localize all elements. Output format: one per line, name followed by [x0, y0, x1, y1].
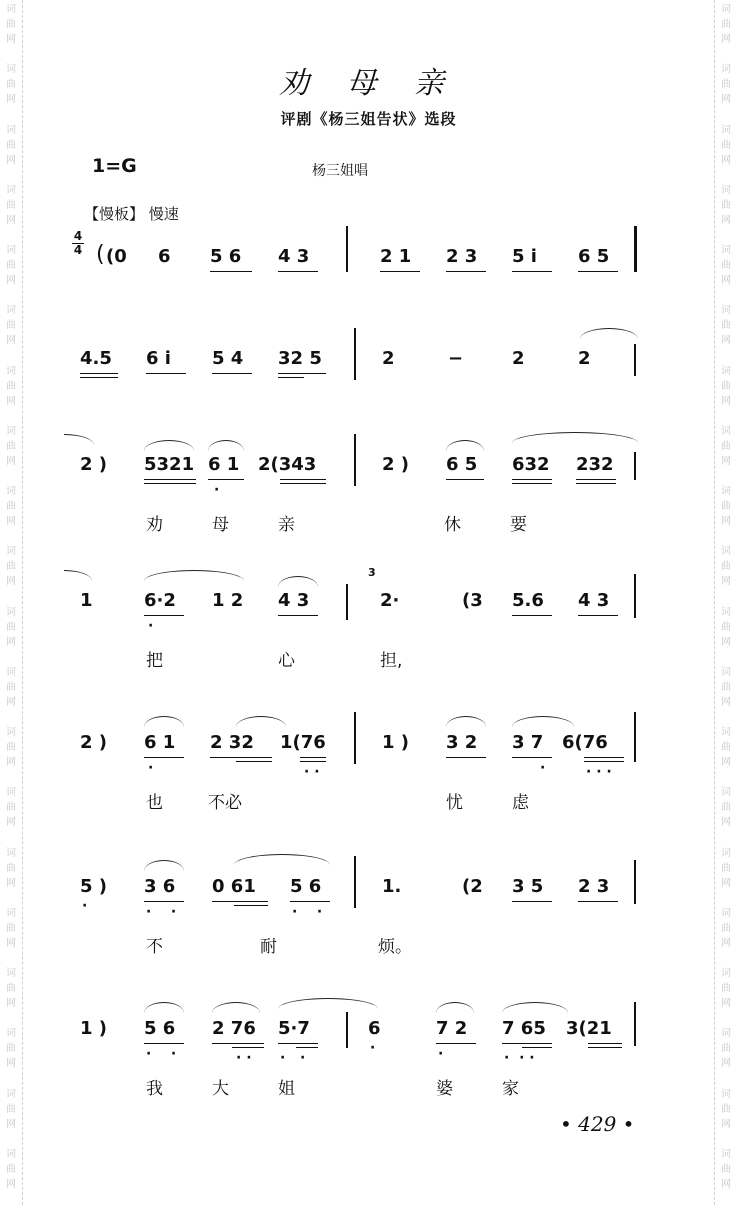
note: 1 ) [80, 1018, 108, 1039]
note: − [448, 348, 464, 369]
watermark-char: 网 [6, 395, 16, 407]
watermark-group [6, 121, 16, 181]
note: 4 3 [278, 246, 310, 267]
watermark-char: 网 [6, 214, 16, 226]
watermark-char: 词 [721, 425, 731, 437]
lyric: 亲 [278, 515, 295, 535]
watermark-char: 曲 [721, 1163, 731, 1175]
note: 5321 [144, 454, 195, 475]
watermark-group [721, 0, 731, 60]
watermark-char: 曲 [6, 862, 16, 874]
key-signature: 1=G [92, 155, 137, 177]
watermark-char: 网 [6, 576, 16, 588]
score-row-6: 5 ) · 3 6 · · 0 61 5 6 · · 1. (2 3 5 2 3 不 耐 烦。 [0, 874, 737, 964]
watermark-char: 词 [6, 245, 16, 256]
note: 6 i [146, 348, 171, 369]
note: (0 [106, 246, 127, 267]
watermark-char: 词 [721, 847, 731, 859]
watermark-char: 网 [6, 1118, 16, 1130]
watermark-char: 词 [721, 365, 731, 377]
note: 2 ) [382, 454, 410, 475]
watermark-char: 曲 [721, 742, 731, 753]
watermark-char: 网 [721, 455, 731, 467]
note: 1 [80, 590, 93, 611]
watermark-char: 网 [6, 455, 16, 467]
watermark-char: 网 [721, 937, 731, 949]
note: 2 76 [212, 1018, 256, 1039]
watermark-char: 词 [6, 124, 16, 136]
watermark-char: 词 [721, 787, 731, 799]
watermark-group [6, 0, 16, 60]
watermark-char: 曲 [721, 983, 731, 994]
note: 2 3 [578, 876, 610, 897]
tempo-marking: 【慢板】 慢速 [84, 205, 179, 223]
note: 7 2 [436, 1018, 468, 1039]
note: (3 [462, 590, 483, 611]
note: 1. [382, 876, 402, 897]
watermark-group [721, 1145, 731, 1205]
note: 6 1 [208, 454, 240, 475]
note: 4.5 [80, 348, 112, 369]
watermark-char: 曲 [6, 561, 16, 573]
watermark-char: 曲 [721, 199, 731, 211]
watermark-group [721, 121, 731, 181]
watermark-char: 词 [6, 1088, 16, 1100]
note-superscript: 3 [368, 566, 376, 579]
lyric: 家 [502, 1079, 519, 1099]
watermark-char: 曲 [6, 380, 16, 392]
watermark-char: 词 [6, 727, 16, 738]
watermark-char: 曲 [6, 1103, 16, 1115]
note: 5 ) [80, 876, 108, 897]
watermark-char: 网 [6, 757, 16, 768]
watermark-char: 网 [6, 877, 16, 889]
watermark-char: 词 [721, 305, 731, 317]
lyric: 忧 [446, 793, 463, 813]
score-row-5: 2 ) 6 1 · 2 32 1(76 · · 1 ) 3 2 3 7 · 6(76 · · · 也 不必 忧 虑 [0, 730, 737, 820]
watermark-char: 网 [6, 937, 16, 949]
note: 632 [512, 454, 550, 475]
watermark-char: 曲 [721, 440, 731, 452]
lyric: 要 [510, 515, 527, 535]
lyric: 心 [278, 651, 295, 671]
lyric: 母 [212, 515, 229, 535]
watermark-char: 曲 [721, 681, 731, 693]
watermark-char: 曲 [6, 1043, 16, 1055]
note: 4 3 [278, 590, 310, 611]
watermark-char: 词 [6, 907, 16, 919]
lyric: 烦。 [378, 937, 412, 957]
note: 3 2 [446, 732, 478, 753]
watermark-char: 词 [6, 64, 16, 76]
watermark-char: 词 [6, 606, 16, 618]
lyric: 担, [380, 651, 403, 671]
watermark-char: 曲 [6, 1163, 16, 1175]
watermark-char: 词 [6, 184, 16, 196]
watermark-char: 网 [721, 817, 731, 829]
watermark-char: 词 [721, 968, 731, 979]
page-number: • 429 • [560, 1112, 635, 1136]
watermark-char: 曲 [721, 1043, 731, 1055]
watermark-char: 网 [721, 998, 731, 1009]
watermark-char: 网 [721, 275, 731, 286]
note: 2 1 [380, 246, 412, 267]
watermark-char: 词 [721, 64, 731, 76]
time-signature-top: 4 [73, 229, 83, 243]
watermark-group [721, 181, 731, 241]
watermark-char: 网 [6, 335, 16, 347]
lyric: 婆 [436, 1079, 453, 1099]
watermark-char: 网 [6, 154, 16, 166]
note: 6(76 [562, 732, 608, 753]
lyric: 休 [444, 515, 461, 535]
time-signature-bottom: 4 [73, 243, 83, 257]
watermark-char: 网 [721, 636, 731, 648]
watermark-group [6, 181, 16, 241]
note: 3(21 [566, 1018, 612, 1039]
note: 2 [578, 348, 591, 369]
watermark-char: 曲 [6, 260, 16, 271]
note: 2 [382, 348, 395, 369]
score-row-1 [0, 244, 737, 334]
watermark-char: 网 [721, 696, 731, 708]
watermark-char: 网 [6, 636, 16, 648]
watermark-char: 网 [6, 1178, 16, 1190]
note: 2 ) [80, 732, 108, 753]
watermark-char: 词 [721, 184, 731, 196]
watermark-char: 词 [721, 1028, 731, 1040]
watermark-char: 曲 [721, 260, 731, 271]
watermark-char: 词 [6, 787, 16, 799]
watermark-char: 网 [721, 1058, 731, 1070]
note: 5 6 [290, 876, 322, 897]
note: 6·2 [144, 590, 176, 611]
note: 3 7 [512, 732, 544, 753]
lyric: 把 [146, 651, 163, 671]
note: 32 5 [278, 348, 322, 369]
score-row-7: 1 ) 5 6 · · 2 76 · · 5·7 · · 6 · 7 2 · 7 65 · · · 3(21 我 大 姐 婆 家 [0, 1016, 737, 1106]
watermark-char: 网 [721, 1178, 731, 1190]
watermark-char: 词 [721, 245, 731, 256]
note: 3 5 [512, 876, 544, 897]
note: 0 61 [212, 876, 256, 897]
note: 2 [512, 348, 525, 369]
watermark-char: 曲 [6, 199, 16, 211]
watermark-char: 曲 [6, 742, 16, 753]
open-paren: ( [96, 242, 105, 267]
watermark-char: 网 [721, 94, 731, 106]
watermark-char: 曲 [721, 802, 731, 814]
watermark-char: 词 [6, 847, 16, 859]
note: 2 3 [446, 246, 478, 267]
watermark-char: 曲 [6, 440, 16, 452]
watermark-char: 网 [721, 1118, 731, 1130]
note: 4 3 [578, 590, 610, 611]
note: (2 [462, 876, 483, 897]
watermark-char: 网 [721, 214, 731, 226]
watermark-char: 曲 [721, 1103, 731, 1115]
lyric: 也 [146, 793, 163, 813]
score-row-2 [0, 346, 737, 436]
watermark-char: 词 [721, 1088, 731, 1100]
watermark-char: 网 [6, 817, 16, 829]
note: 5 6 [210, 246, 242, 267]
watermark-char: 词 [6, 4, 16, 15]
watermark-char: 网 [6, 696, 16, 708]
note: 2 ) [80, 454, 108, 475]
note: 3 6 [144, 876, 176, 897]
note: 2· [380, 590, 400, 611]
watermark-char: 曲 [6, 501, 16, 512]
watermark-char: 网 [721, 877, 731, 889]
watermark-char: 词 [6, 425, 16, 437]
watermark-char: 词 [6, 1148, 16, 1160]
note: 5·7 [278, 1018, 310, 1039]
watermark-char: 曲 [721, 320, 731, 332]
watermark-char: 网 [721, 335, 731, 347]
watermark-char: 词 [721, 4, 731, 15]
watermark-char: 曲 [6, 320, 16, 332]
note: 5 6 [144, 1018, 176, 1039]
watermark-char: 词 [6, 1028, 16, 1040]
note: 1(76 [280, 732, 326, 753]
watermark-char: 网 [6, 516, 16, 527]
note: 2(343 [258, 454, 317, 475]
watermark-char: 词 [6, 305, 16, 317]
watermark-char: 曲 [6, 621, 16, 633]
note: 1 ) [382, 732, 410, 753]
score-row-4: 1 6·2 · 1 2 4 3 3 2· (3 5.6 4 3 把 心 担, [0, 588, 737, 678]
watermark-char: 网 [6, 998, 16, 1009]
watermark-char: 词 [721, 606, 731, 618]
watermark-char: 网 [721, 34, 731, 45]
watermark-char: 曲 [721, 139, 731, 151]
watermark-char: 曲 [6, 79, 16, 91]
note: 5 i [512, 246, 537, 267]
watermark-char: 词 [6, 486, 16, 497]
watermark-char: 曲 [721, 862, 731, 874]
watermark-char: 曲 [721, 19, 731, 30]
singer-credit: 杨三姐唱 [312, 163, 368, 179]
note: 1 2 [212, 590, 244, 611]
watermark-char: 词 [721, 727, 731, 738]
watermark-char: 网 [721, 516, 731, 527]
watermark-char: 曲 [6, 139, 16, 151]
note: 232 [576, 454, 614, 475]
watermark-char: 词 [6, 666, 16, 678]
watermark-char: 词 [6, 968, 16, 979]
watermark-char: 曲 [721, 561, 731, 573]
lyric: 不 [146, 937, 163, 957]
watermark-char: 词 [6, 365, 16, 377]
watermark-char: 网 [721, 757, 731, 768]
note: 6 5 [578, 246, 610, 267]
watermark-char: 曲 [6, 922, 16, 934]
watermark-char: 词 [721, 1148, 731, 1160]
lyric: 姐 [278, 1079, 295, 1099]
note: 5.6 [512, 590, 544, 611]
watermark-char: 曲 [721, 380, 731, 392]
watermark-char: 词 [721, 124, 731, 136]
page-title: 劝 母 亲 [278, 66, 459, 101]
watermark-char: 曲 [721, 501, 731, 512]
lyric: 劝 [146, 515, 163, 535]
note: 2 32 [210, 732, 254, 753]
note: 6 1 [144, 732, 176, 753]
watermark-char: 曲 [721, 79, 731, 91]
watermark-char: 词 [721, 546, 731, 558]
watermark-char: 词 [6, 546, 16, 558]
lyric: 不必 [208, 793, 242, 813]
watermark-char: 网 [721, 395, 731, 407]
watermark-char: 网 [6, 1058, 16, 1070]
watermark-char: 网 [721, 154, 731, 166]
watermark-group [6, 1145, 16, 1205]
note: 6 [158, 246, 171, 267]
watermark-char: 网 [6, 34, 16, 45]
watermark-char: 曲 [6, 681, 16, 693]
watermark-char: 曲 [721, 922, 731, 934]
note: 7 65 [502, 1018, 546, 1039]
watermark-char: 词 [721, 907, 731, 919]
watermark-char: 曲 [6, 983, 16, 994]
watermark-char: 曲 [721, 621, 731, 633]
lyric: 大 [212, 1079, 229, 1099]
subtitle: 评剧《杨三姐告状》选段 [280, 110, 457, 128]
watermark-char: 网 [6, 94, 16, 106]
watermark-char: 曲 [6, 19, 16, 30]
note: 5 4 [212, 348, 244, 369]
watermark-char: 网 [6, 275, 16, 286]
lyric: 我 [146, 1079, 163, 1099]
lyric: 耐 [260, 937, 277, 957]
score-row-3: 2 ) 5321 6 1 · 2(343 2 ) 6 5 632 232 劝 母 亲 休 要 [0, 452, 737, 542]
watermark-char: 词 [721, 666, 731, 678]
watermark-char: 网 [721, 576, 731, 588]
watermark-char: 词 [721, 486, 731, 497]
lyric: 虑 [512, 793, 529, 813]
watermark-char: 曲 [6, 802, 16, 814]
note: 6 [368, 1018, 381, 1039]
note: 6 5 [446, 454, 478, 475]
